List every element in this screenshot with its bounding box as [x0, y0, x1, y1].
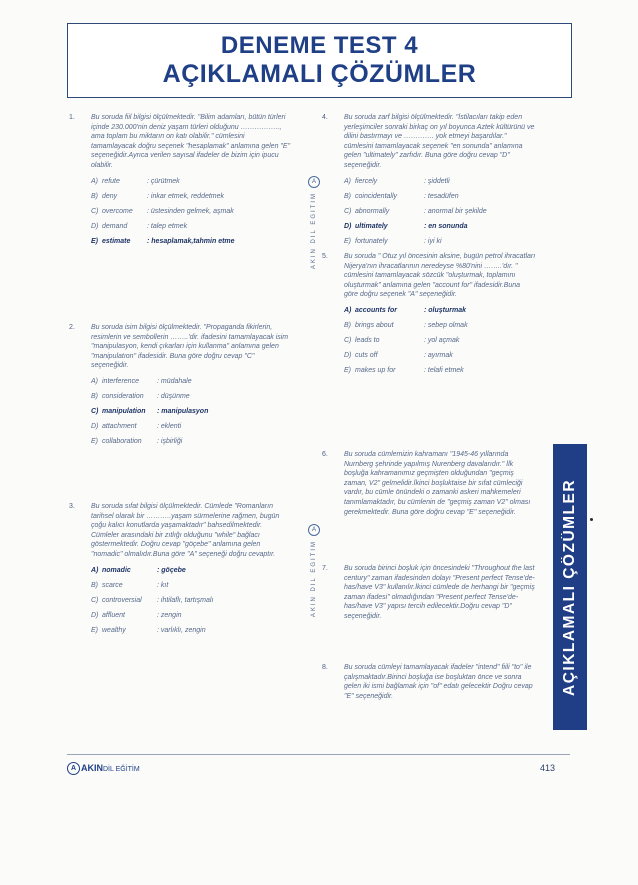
question-1 [69, 113, 291, 252]
question-number: 2. [69, 324, 75, 331]
question-number: 6. [322, 451, 328, 458]
margin-dot [590, 518, 593, 521]
option-d-correct: D) ultimately : en sonunda [344, 222, 468, 230]
footer-brand-sub: DİL EĞİTİM [103, 765, 140, 773]
vertical-logo-text: AKIN DİL EĞİTİM [311, 540, 317, 618]
options-list [91, 177, 291, 252]
options-list [91, 566, 291, 641]
header-subtitle: AÇIKLAMALI ÇÖZÜMLER [162, 60, 477, 88]
option-c-correct: C) manipulation : manipulasyon [91, 407, 209, 415]
option-b: B) deny : inkar etmek, reddetmek [91, 192, 225, 200]
option-a: A) interference : müdahale [91, 377, 192, 385]
option-c: C) abnormally : anormal bir şekilde [344, 207, 487, 215]
option-b: B) consideration : düşünme [91, 392, 190, 400]
option-e-correct: E) estimate : hesaplamak,tahmin etme [91, 237, 235, 245]
footer-brand: AKIN [81, 762, 103, 773]
option-c: C) leads to : yol açmak [344, 336, 460, 344]
logo-mark-icon: A [308, 524, 320, 536]
question-number: 3. [69, 503, 75, 510]
vertical-logo-top [307, 176, 321, 269]
option-c: C) overcome : üstesinden gelmek, aşmak [91, 207, 234, 215]
question-5 [322, 252, 536, 381]
question-explanation: Bu soruda sıfat bilgisi ölçülmektedir. Cümlede "Romanların tarihsel olarak bir ………..yaşam sürmelerine rağmen, bugün çoğu kalıcı konutlarda yaşamaktadır" bahsedilmektedir. Cümleler arasındaki bir zıtlığı olduğunu "while" bağlacı göstermektedir. Doğru cevap "göçebe" anlamına gelen "nomadic" olmalıdır.Buna göre "A" seçeneği doğru cevaptır. [91, 503, 280, 558]
option-d: D) affluent : zengin [91, 611, 182, 619]
option-d: D) attachment : eklenti [91, 422, 182, 430]
options-list [344, 177, 536, 252]
question-number: 5. [322, 253, 328, 260]
question-explanation: Bu soruda birinci boşluk için öncesindeki "Throughout the last century" zaman ifadesinden dolayı "Present perfect Tense'de- has/have V3" kullanılır.İkinci cümlede de herhangi bir "geçmiş zaman ifadesi" olmadığından "Present perfect Tense'de- has/have V3" yapısı tercih edilecektir.Doğru cevap "D" seçeneğidir. [344, 565, 535, 620]
logo-mark-icon: A [308, 176, 320, 188]
option-e: E) collaboration : işbirliği [91, 437, 183, 445]
question-number: 8. [322, 664, 328, 671]
page-number: 413 [540, 763, 556, 773]
question-explanation: Bu soruda cümleyi tamamlayacak ifadeler "intend" fiili "to" ile çalışmaktadır.Birinci boşluğa ise boşluktan önce ve sonra gelen iki ismi bağlamak için "of" edatı gelecektir Doğru cevap "E" seçeneğidir. [344, 664, 533, 700]
question-8 [322, 663, 536, 701]
options-list [344, 306, 536, 381]
question-4 [322, 113, 536, 252]
option-a: A) refute : çürütmek [91, 177, 180, 185]
vertical-logo-bottom [307, 524, 321, 617]
header-title: DENEME TEST 4 [220, 32, 419, 59]
option-e: E) makes up for : telafi etmek [344, 366, 464, 374]
side-tab [553, 444, 587, 730]
option-e: E) fortunately : iyi ki [344, 237, 442, 245]
footer-logo-icon: A [67, 762, 80, 775]
option-d: D) demand : talep etmek [91, 222, 188, 230]
question-7 [322, 564, 536, 622]
question-explanation: Bu soruda zarf bilgisi ölçülmektedir. "İstilacıları takip eden yerleşimciler sonraki birkaç on yıl boyunca Aztek kültürünü ve dilini bastırmayı ve …………. yok etmeyi başardılar." cümlesini tamamlayacak seçenek "en sonunda" anlamına gelen "ultimately" zarfıdır. Buna göre doğru cevap "D" seçeneğidir. [344, 114, 535, 169]
footer-logo [67, 762, 140, 775]
option-b: B) scarce : kıt [91, 581, 169, 589]
option-d: D) cuts off : ayırmak [344, 351, 453, 359]
question-2 [69, 323, 291, 452]
option-a-correct: A) nomadic : göçebe [91, 566, 186, 574]
option-a: A) fiercely : şiddetli [344, 177, 450, 185]
option-e: E) wealthy : varlıklı, zengin [91, 626, 206, 634]
option-b: B) brings about : sebep olmak [344, 321, 468, 329]
question-explanation: Bu soruda cümlemizin kahramanı "1945-46 yıllarında Nurnberg şehrinde yapılmış Nurenberg davalarıdır." İlk boşluğa kahramanımız geçmişten olduğundan "geçmiş zaman, V2" gelmelidir.İkinci boşluktaise bir sıfat cümleciği vardır, bu cümle önündeki o zamanki askeri mahkemeleri tanımlamaktadır, bu cümlenin de "geçmiş zaman V2" olması gerekmektedir. Buna göre doğru cevap "E" seçeneğidir. [344, 451, 531, 516]
option-c: C) controversial : ihtilaflı, tartışmalı [91, 596, 214, 604]
question-3 [69, 502, 291, 641]
question-number: 7. [322, 565, 328, 572]
side-tab-label: AÇIKLAMALI ÇÖZÜMLER [561, 478, 578, 696]
question-explanation: Bu soruda isim bilgisi ölçülmektedir. "Propaganda fikirlerin, resimlerin ve sembollerin ……..'dir. ifadesini tamamlayacak isim "manipulasyon, kendi çıkarları için kullanma" anlamına gelen "manipulatıon" ifadesidir. Buna göre doğru cevap "C" seçeneğidir. [91, 324, 289, 370]
options-list [91, 377, 291, 452]
vertical-logo-text: AKIN DİL EĞİTİM [311, 192, 317, 270]
question-number: 1. [69, 114, 75, 121]
page-header [67, 23, 572, 98]
option-a-correct: A) accounts for : oluşturmak [344, 306, 467, 314]
option-b: B) coincidentally : tesadüfen [344, 192, 459, 200]
question-6 [322, 450, 536, 517]
question-explanation: Bu soruda " Otuz yıl öncesinin aksine, bugün petrol ihracatları Nijerya'nın ihracatlarının neredeyse %80'nini ……..'dır. " cümlesini tamamlayacak sözcük "oluşturmak, toplamını oluşturmak" anlamına gelen "account for" ifadesidir.Buna göre doğru seçenek "A" seçeneğidir. [344, 253, 536, 299]
question-number: 4. [322, 114, 328, 121]
question-explanation: Bu soruda fiil bilgisi ölçülmektedir. "Bilim adamları, bütün türleri içinde 230.000'nin deniz yaşam türleri olduğunu …………….., ama toplam bu miktarın on katı olabilir." cümlesini tamamlayacak doğru seçenek "hesaplamak" anlamına gelen "E" seçeneğidir.Ayrıca verilen sayısal ifadeler de bizim için ipucu olabilir. [91, 114, 291, 169]
footer-divider [67, 754, 570, 755]
